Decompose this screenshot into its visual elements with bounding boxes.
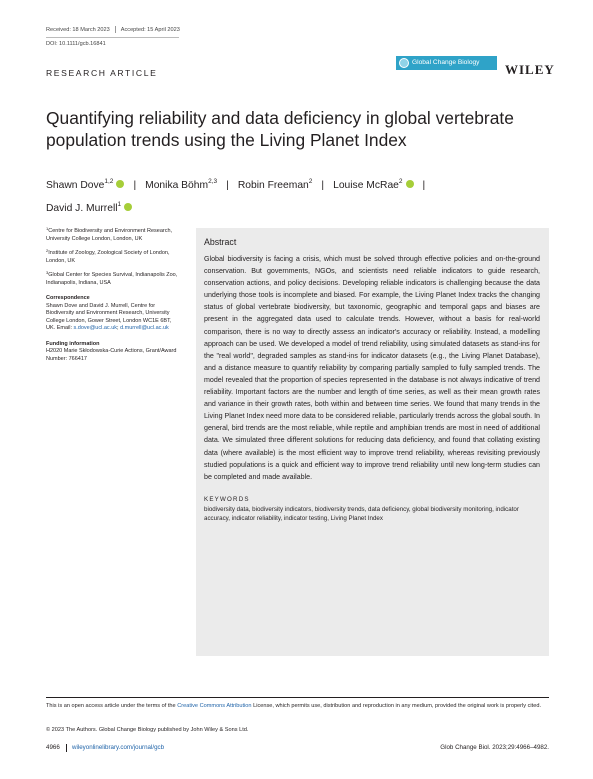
funding-heading: Funding information [46,340,100,347]
journal-logo[interactable] [396,56,497,70]
correspondence-heading: Correspondence [46,295,90,301]
author-name: Louise McRae [333,180,399,191]
affiliation-number: 1 [46,226,49,231]
globe-icon [399,58,409,68]
page-number: 4966 [46,744,60,751]
author-affiliation-ref: 1 [117,201,122,208]
publisher-logo[interactable]: WILEY [505,62,555,77]
author-list [46,172,526,218]
citation: Glob Change Biol. 2023;29:4966–4982. [440,744,549,751]
affiliation-text: Institute of Zoology, Zoological Society of London, London, UK [46,250,170,264]
email-link[interactable]: s.dove@ucl.ac.uk [73,325,118,331]
orcid-icon[interactable] [116,180,124,188]
author-separator: | [321,180,325,191]
author-separator: | [422,180,426,191]
author-affiliation-ref: 1,2 [104,178,114,185]
author-affiliation-ref: 2,3 [208,178,218,185]
author-affiliation-ref: 2 [308,178,313,185]
article-title: Quantifying reliability and data deficiency in global vertebrate population trends using the Living Planet Index [46,108,514,150]
copyright: © 2023 The Authors. Global Change Biology published by John Wiley & Sons Ltd. [46,727,249,733]
article-dates [46,26,180,33]
orcid-icon[interactable] [124,203,132,211]
author-name: David J. Murrell [46,203,118,214]
email-label: Email: [56,325,74,331]
author-separator: | [226,180,229,191]
license-link[interactable]: Creative Commons Attribution [177,703,252,709]
article-info-sidebar [46,225,182,363]
received-date: Received: 18 March 2023 [46,26,110,33]
author-name: Shawn Dove [46,180,105,191]
affiliation-text: Centre for Biodiversity and Environment Research, University College London, London, UK [46,228,173,242]
affiliation [46,269,182,287]
author[interactable] [46,203,132,214]
accepted-date: Accepted: 15 April 2023 [120,26,180,33]
journal-logo-text: Global Change Biology [412,59,480,66]
author-name: Robin Freeman [237,180,309,191]
affiliation-text: Global Center for Species Survival, Indianapolis Zoo, Indianapolis, Indiana, USA [46,272,178,286]
abstract-box [196,228,549,656]
author[interactable] [145,180,217,191]
affiliation [46,225,182,243]
journal-url[interactable]: wileyonlinelibrary.com/journal/gcb [72,744,165,751]
keywords-heading: KEYWORDS [204,495,250,503]
author[interactable] [238,180,313,191]
author-separator: | [133,180,137,191]
correspondence-address: Shawn Dove and David J. Murrell, Centre for Biodiversity and Environment Research, University College London, Gower Street, London WC1E 6BT, UK. [46,302,172,331]
email-separator: ; [117,325,121,331]
orcid-icon[interactable] [406,180,414,188]
article-type: RESEARCH ARTICLE [46,68,158,78]
license-note [46,702,556,710]
abstract-heading: Abstract [204,237,237,247]
abstract-text: Global biodiversity is facing a crisis, which must be solved through effective policies and on-the-ground conservation. But governments, NGOs, and scientists need reliable indicators to guide research, conservation actions, and policy decisions. Developing reliable indicators is challenging because the data underlying those tools is incomplete and biased. For example, the Living Planet Index tracks the changing status of global vertebrate biodiversity, but taxonomic, geographic and temporal gaps and biases are present in the aggregated data used to calculate trends. However, without a basis for real-world comparison, there is no way to directly assess an indicator's accuracy or reliability. Instead, a modelling approach can be used. We developed a model of trend reliability, using simulated datasets as stand-ins for the "real world", degraded samples as stand-ins for indicator datasets (e.g., the Living Planet Database), and a distance measure to quantify reliability by comparing partially sampled to fully sampled trends. The model revealed that the proportion of species represented in the database is not always indicative of trend reliability. Important factors are the number and length of time series, as well as their mean growth rates and variance in their growth rates, both within and between time series. We found that many trends in the Living Planet Index need more data to be considered reliable, particularly trends across the global south. In general, bird trends are the most reliable, while reptile and amphibian trends are most in need of additional data. We simulated three different solutions for reducing data deficiency, and found that collating existing data (where available) is the most efficient way to improve trend reliability, whereas revisiting previously studied populations is a quick and efficient way to improve trend reliability until new long-term studies can be completed and made available. [204,255,540,481]
affiliation-number: 2 [46,248,49,253]
footer-rule [46,697,549,698]
license-text: This is an open access article under the terms of the [46,703,178,709]
license-text: License, which permits use, distribution and reproduction in any medium, provided the original work is properly cited. [251,703,541,709]
date-divider [115,26,116,33]
doi[interactable]: DOI: 10.1111/gcb.16841 [46,41,106,47]
author-affiliation-ref: 2 [398,178,403,185]
author[interactable] [333,180,413,191]
footer-divider [66,744,67,752]
funding-text: H2020 Marie Skłodowska-Curie Actions, Grant/Award Number: 766417 [46,348,177,362]
author-name: Monika Böhm [145,180,209,191]
email-link[interactable]: d.murrell@ucl.ac.uk [120,325,169,331]
correspondence-text [46,303,182,333]
author[interactable] [46,180,124,191]
keywords-text: biodiversity data, biodiversity indicators, biodiversity trends, data deficiency, global biodiversity monitoring, indicator accuracy, indicator reliability, indicator testing, Living Planet Index [204,505,519,523]
header-rule [46,37,179,38]
affiliation [46,247,182,265]
affiliation-number: 3 [46,270,49,275]
